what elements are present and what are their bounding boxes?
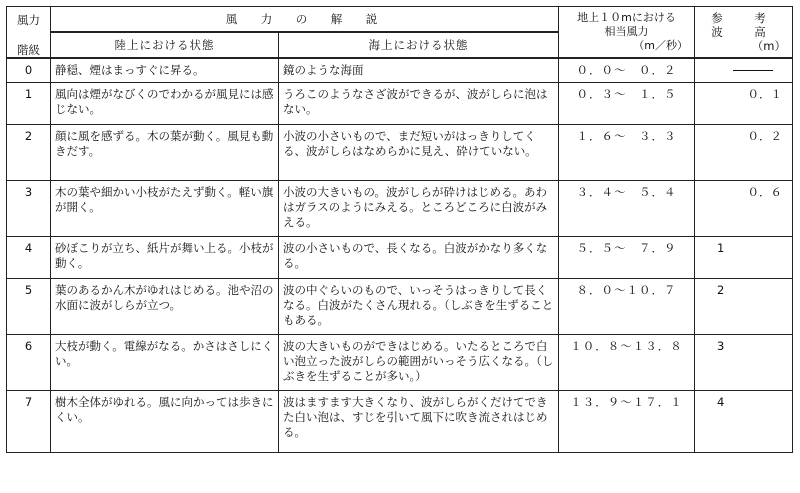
header-wind-speed xyxy=(559,7,695,59)
wave-cell: 4 xyxy=(695,390,793,452)
header-wind-unit: （m／秒） xyxy=(633,39,688,52)
header-force-grade xyxy=(7,7,51,59)
wave-cell: ０．１ xyxy=(695,82,793,124)
header-wave-line1: 参 考 xyxy=(711,11,776,25)
land-cell: 樹木全体がゆれる。風に向かっては歩きにくい。 xyxy=(51,390,279,452)
header-grade: 階級 xyxy=(17,43,40,57)
beaufort-scale-table xyxy=(6,6,793,453)
sea-cell: 波はますます大きくなり、波がしらがくだけてできた白い泡は、すじを引いて風下に吹き流されはじめる。 xyxy=(279,390,559,452)
wave-cell: 1 xyxy=(695,236,793,278)
sea-cell: 波の中ぐらいのもので、いっそうはっきりして長くなる。白波がたくさん現れる。（しぶきを生ずることもある。 xyxy=(279,278,559,334)
header-wind-line1: 地上１０mにおける xyxy=(577,11,676,24)
wave-cell: 2 xyxy=(695,278,793,334)
wave-cell xyxy=(695,58,793,82)
force-cell: 0 xyxy=(7,58,51,82)
header-force: 風力 xyxy=(17,13,40,27)
sea-cell: うろこのようなさざ波ができるが、波がしらに泡はない。 xyxy=(279,82,559,124)
speed-cell: ０．３～ １．５ xyxy=(559,82,695,124)
table-row xyxy=(7,236,793,278)
wave-cell: 3 xyxy=(695,334,793,390)
force-cell: 6 xyxy=(7,334,51,390)
header-explanation: 風 力 の 解 説 xyxy=(51,7,559,33)
dash-mark xyxy=(733,70,773,71)
table-row xyxy=(7,390,793,452)
speed-cell: ３．４～ ５．４ xyxy=(559,180,695,236)
sea-cell: 小波の小さいもので、まだ短いがはっきりしてくる、波がしらはなめらかに見え、砕けていない。 xyxy=(279,124,559,180)
force-cell: 1 xyxy=(7,82,51,124)
header-wave-height xyxy=(695,7,793,59)
speed-cell: １３．９～１７．１ xyxy=(559,390,695,452)
force-cell: 4 xyxy=(7,236,51,278)
land-cell: 砂ぼこりが立ち、紙片が舞い上る。小枝が動く。 xyxy=(51,236,279,278)
speed-cell: ８．０～１０．７ xyxy=(559,278,695,334)
speed-cell: １．６～ ３．３ xyxy=(559,124,695,180)
speed-cell: ５．５～ ７．９ xyxy=(559,236,695,278)
sea-cell: 波の大きいものができはじめる。いたるところで白い泡立った波がしらの範囲がいっそう広くなる。（しぶきを生ずることが多い。） xyxy=(279,334,559,390)
sea-cell: 小波の大きいもの。波がしらが砕けはじめる。あわはガラスのようにみえる。ところどころに白波がみえる。 xyxy=(279,180,559,236)
land-cell: 大枝が動く。電線がなる。かさはさしにくい。 xyxy=(51,334,279,390)
speed-cell: ０．０～ ０．２ xyxy=(559,58,695,82)
wave-cell: ０．６ xyxy=(695,180,793,236)
table-row xyxy=(7,278,793,334)
table-row xyxy=(7,334,793,390)
sea-cell: 波の小さいもので、長くなる。白波がかなり多くなる。 xyxy=(279,236,559,278)
sea-cell: 鏡のような海面 xyxy=(279,58,559,82)
wave-cell: ０．２ xyxy=(695,124,793,180)
table-row xyxy=(7,58,793,82)
land-cell: 静穏、煙はまっすぐに昇る。 xyxy=(51,58,279,82)
force-cell: 2 xyxy=(7,124,51,180)
land-cell: 木の葉や細かい小枝がたえず動く。軽い旗が開く。 xyxy=(51,180,279,236)
table-row xyxy=(7,180,793,236)
land-cell: 顔に風を感ずる。木の葉が動く。風見も動きだす。 xyxy=(51,124,279,180)
land-cell: 葉のあるかん木がゆれはじめる。池や沼の水面に波がしらが立つ。 xyxy=(51,278,279,334)
table-row xyxy=(7,82,793,124)
force-cell: 3 xyxy=(7,180,51,236)
header-wind-line2: 相当風力 xyxy=(604,25,649,38)
land-cell: 風向は煙がなびくのでわかるが風見には感じない。 xyxy=(51,82,279,124)
header-sea: 海上における状態 xyxy=(279,32,559,58)
force-cell: 7 xyxy=(7,390,51,452)
speed-cell: １０．８～１３．８ xyxy=(559,334,695,390)
table-row xyxy=(7,124,793,180)
header-wave-line2: 波 高 xyxy=(711,25,776,39)
force-cell: 5 xyxy=(7,278,51,334)
header-wave-unit: （m） xyxy=(751,39,786,53)
header-land: 陸上における状態 xyxy=(51,32,279,58)
